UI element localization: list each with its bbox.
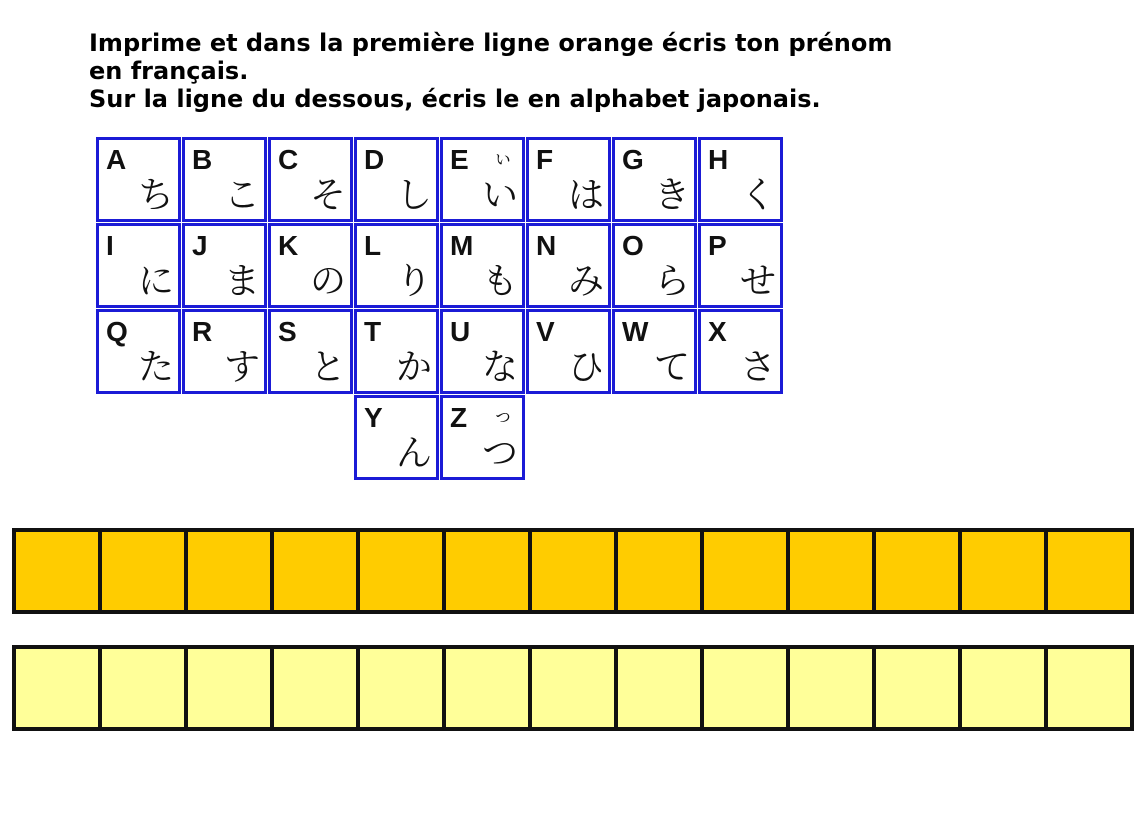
letter-box[interactable] (274, 532, 360, 610)
kana-cell-w (612, 309, 697, 394)
kana-cell-m (440, 223, 525, 308)
latin-letter: N (536, 230, 557, 261)
letter-box[interactable] (360, 649, 446, 727)
letter-box[interactable] (876, 532, 962, 610)
hiragana-character: こ (223, 175, 260, 216)
letter-box[interactable] (532, 649, 618, 727)
letter-box[interactable] (1048, 532, 1130, 610)
letter-box[interactable] (532, 532, 618, 610)
hiragana-character: き (653, 175, 690, 216)
kana-cell-h (698, 137, 783, 222)
letter-box[interactable] (704, 532, 790, 610)
hiragana-character: と (309, 347, 346, 388)
latin-letter: A (106, 144, 127, 175)
japanese-name-line (12, 645, 1134, 731)
small-kana: ぃ (493, 145, 513, 169)
kana-cell-g (612, 137, 697, 222)
latin-letter: L (364, 230, 382, 261)
letter-box[interactable] (962, 649, 1048, 727)
letter-box[interactable] (102, 532, 188, 610)
letter-box[interactable] (16, 649, 102, 727)
letter-box[interactable] (188, 649, 274, 727)
instructions (89, 29, 1029, 113)
latin-letter: I (106, 230, 114, 261)
latin-letter: X (708, 316, 727, 347)
hiragana-character: か (395, 347, 432, 388)
latin-letter: G (622, 144, 644, 175)
latin-letter: K (278, 230, 299, 261)
kana-cell-r (182, 309, 267, 394)
kana-cell-j (182, 223, 267, 308)
hiragana-character: さ (739, 347, 776, 388)
hiragana-character: つ (481, 433, 518, 474)
hiragana-character: ん (395, 433, 432, 474)
kana-cell-s (268, 309, 353, 394)
hiragana-character: に (137, 261, 174, 302)
kana-cell-o (612, 223, 697, 308)
kana-cell-l (354, 223, 439, 308)
kana-cell-y (354, 395, 439, 480)
hiragana-character: く (739, 175, 776, 216)
hiragana-character: し (395, 175, 432, 216)
latin-letter: Z (450, 402, 468, 433)
hiragana-character: ま (223, 261, 260, 302)
letter-box[interactable] (704, 649, 790, 727)
letter-box[interactable] (790, 532, 876, 610)
kana-cell-v (526, 309, 611, 394)
hiragana-character: り (395, 261, 432, 302)
letter-box[interactable] (188, 532, 274, 610)
latin-letter: R (192, 316, 213, 347)
letter-box[interactable] (618, 532, 704, 610)
kana-cell-d (354, 137, 439, 222)
kana-cell-u (440, 309, 525, 394)
kana-cell-a (96, 137, 181, 222)
kana-cell-e (440, 137, 525, 222)
hiragana-character: ら (653, 261, 690, 302)
latin-letter: F (536, 144, 554, 175)
hiragana-character: な (481, 347, 518, 388)
latin-letter: Y (364, 402, 383, 433)
latin-letter: W (622, 316, 649, 347)
latin-letter: O (622, 230, 644, 261)
instruction-line-3: Sur la ligne du dessous, écris le en alphabet japonais. (89, 85, 821, 113)
hiragana-character: も (481, 261, 518, 302)
kana-cell-n (526, 223, 611, 308)
kana-cell-t (354, 309, 439, 394)
letter-box[interactable] (102, 649, 188, 727)
latin-letter: Q (106, 316, 128, 347)
letter-box[interactable] (446, 532, 532, 610)
hiragana-character: ち (137, 175, 174, 216)
hiragana-character: ひ (567, 347, 604, 388)
kana-cell-c (268, 137, 353, 222)
hiragana-character: み (567, 261, 604, 302)
kana-cell-i (96, 223, 181, 308)
hiragana-character: は (567, 175, 604, 216)
kana-cell-p (698, 223, 783, 308)
letter-box[interactable] (16, 532, 102, 610)
french-name-line (12, 528, 1134, 614)
letter-box[interactable] (790, 649, 876, 727)
latin-letter: J (192, 230, 208, 261)
letter-box[interactable] (274, 649, 360, 727)
latin-letter: P (708, 230, 727, 261)
hiragana-character: せ (739, 261, 776, 302)
hiragana-character: い (481, 175, 518, 216)
instruction-line-2: en français. (89, 57, 249, 85)
kana-cell-q (96, 309, 181, 394)
letter-box[interactable] (360, 532, 446, 610)
hiragana-character: す (223, 347, 260, 388)
kana-cell-f (526, 137, 611, 222)
latin-letter: S (278, 316, 297, 347)
latin-letter: H (708, 144, 729, 175)
hiragana-character: て (653, 347, 690, 388)
latin-letter: C (278, 144, 299, 175)
kana-cell-x (698, 309, 783, 394)
letter-box[interactable] (446, 649, 532, 727)
letter-box[interactable] (1048, 649, 1130, 727)
latin-letter: V (536, 316, 555, 347)
instruction-line-1: Imprime et dans la première ligne orange écris ton prénom (89, 29, 893, 57)
hiragana-character: の (309, 261, 346, 302)
latin-letter: B (192, 144, 213, 175)
latin-letter: T (364, 316, 382, 347)
letter-box[interactable] (876, 649, 962, 727)
latin-letter: E (450, 144, 469, 175)
kana-cell-z (440, 395, 525, 480)
latin-letter: D (364, 144, 385, 175)
kana-cell-k (268, 223, 353, 308)
letter-box[interactable] (962, 532, 1048, 610)
kana-cell-b (182, 137, 267, 222)
latin-letter: U (450, 316, 471, 347)
letter-box[interactable] (618, 649, 704, 727)
hiragana-character: そ (309, 175, 346, 216)
latin-letter: M (450, 230, 474, 261)
hiragana-character: た (137, 347, 174, 388)
small-kana: っ (493, 403, 513, 427)
